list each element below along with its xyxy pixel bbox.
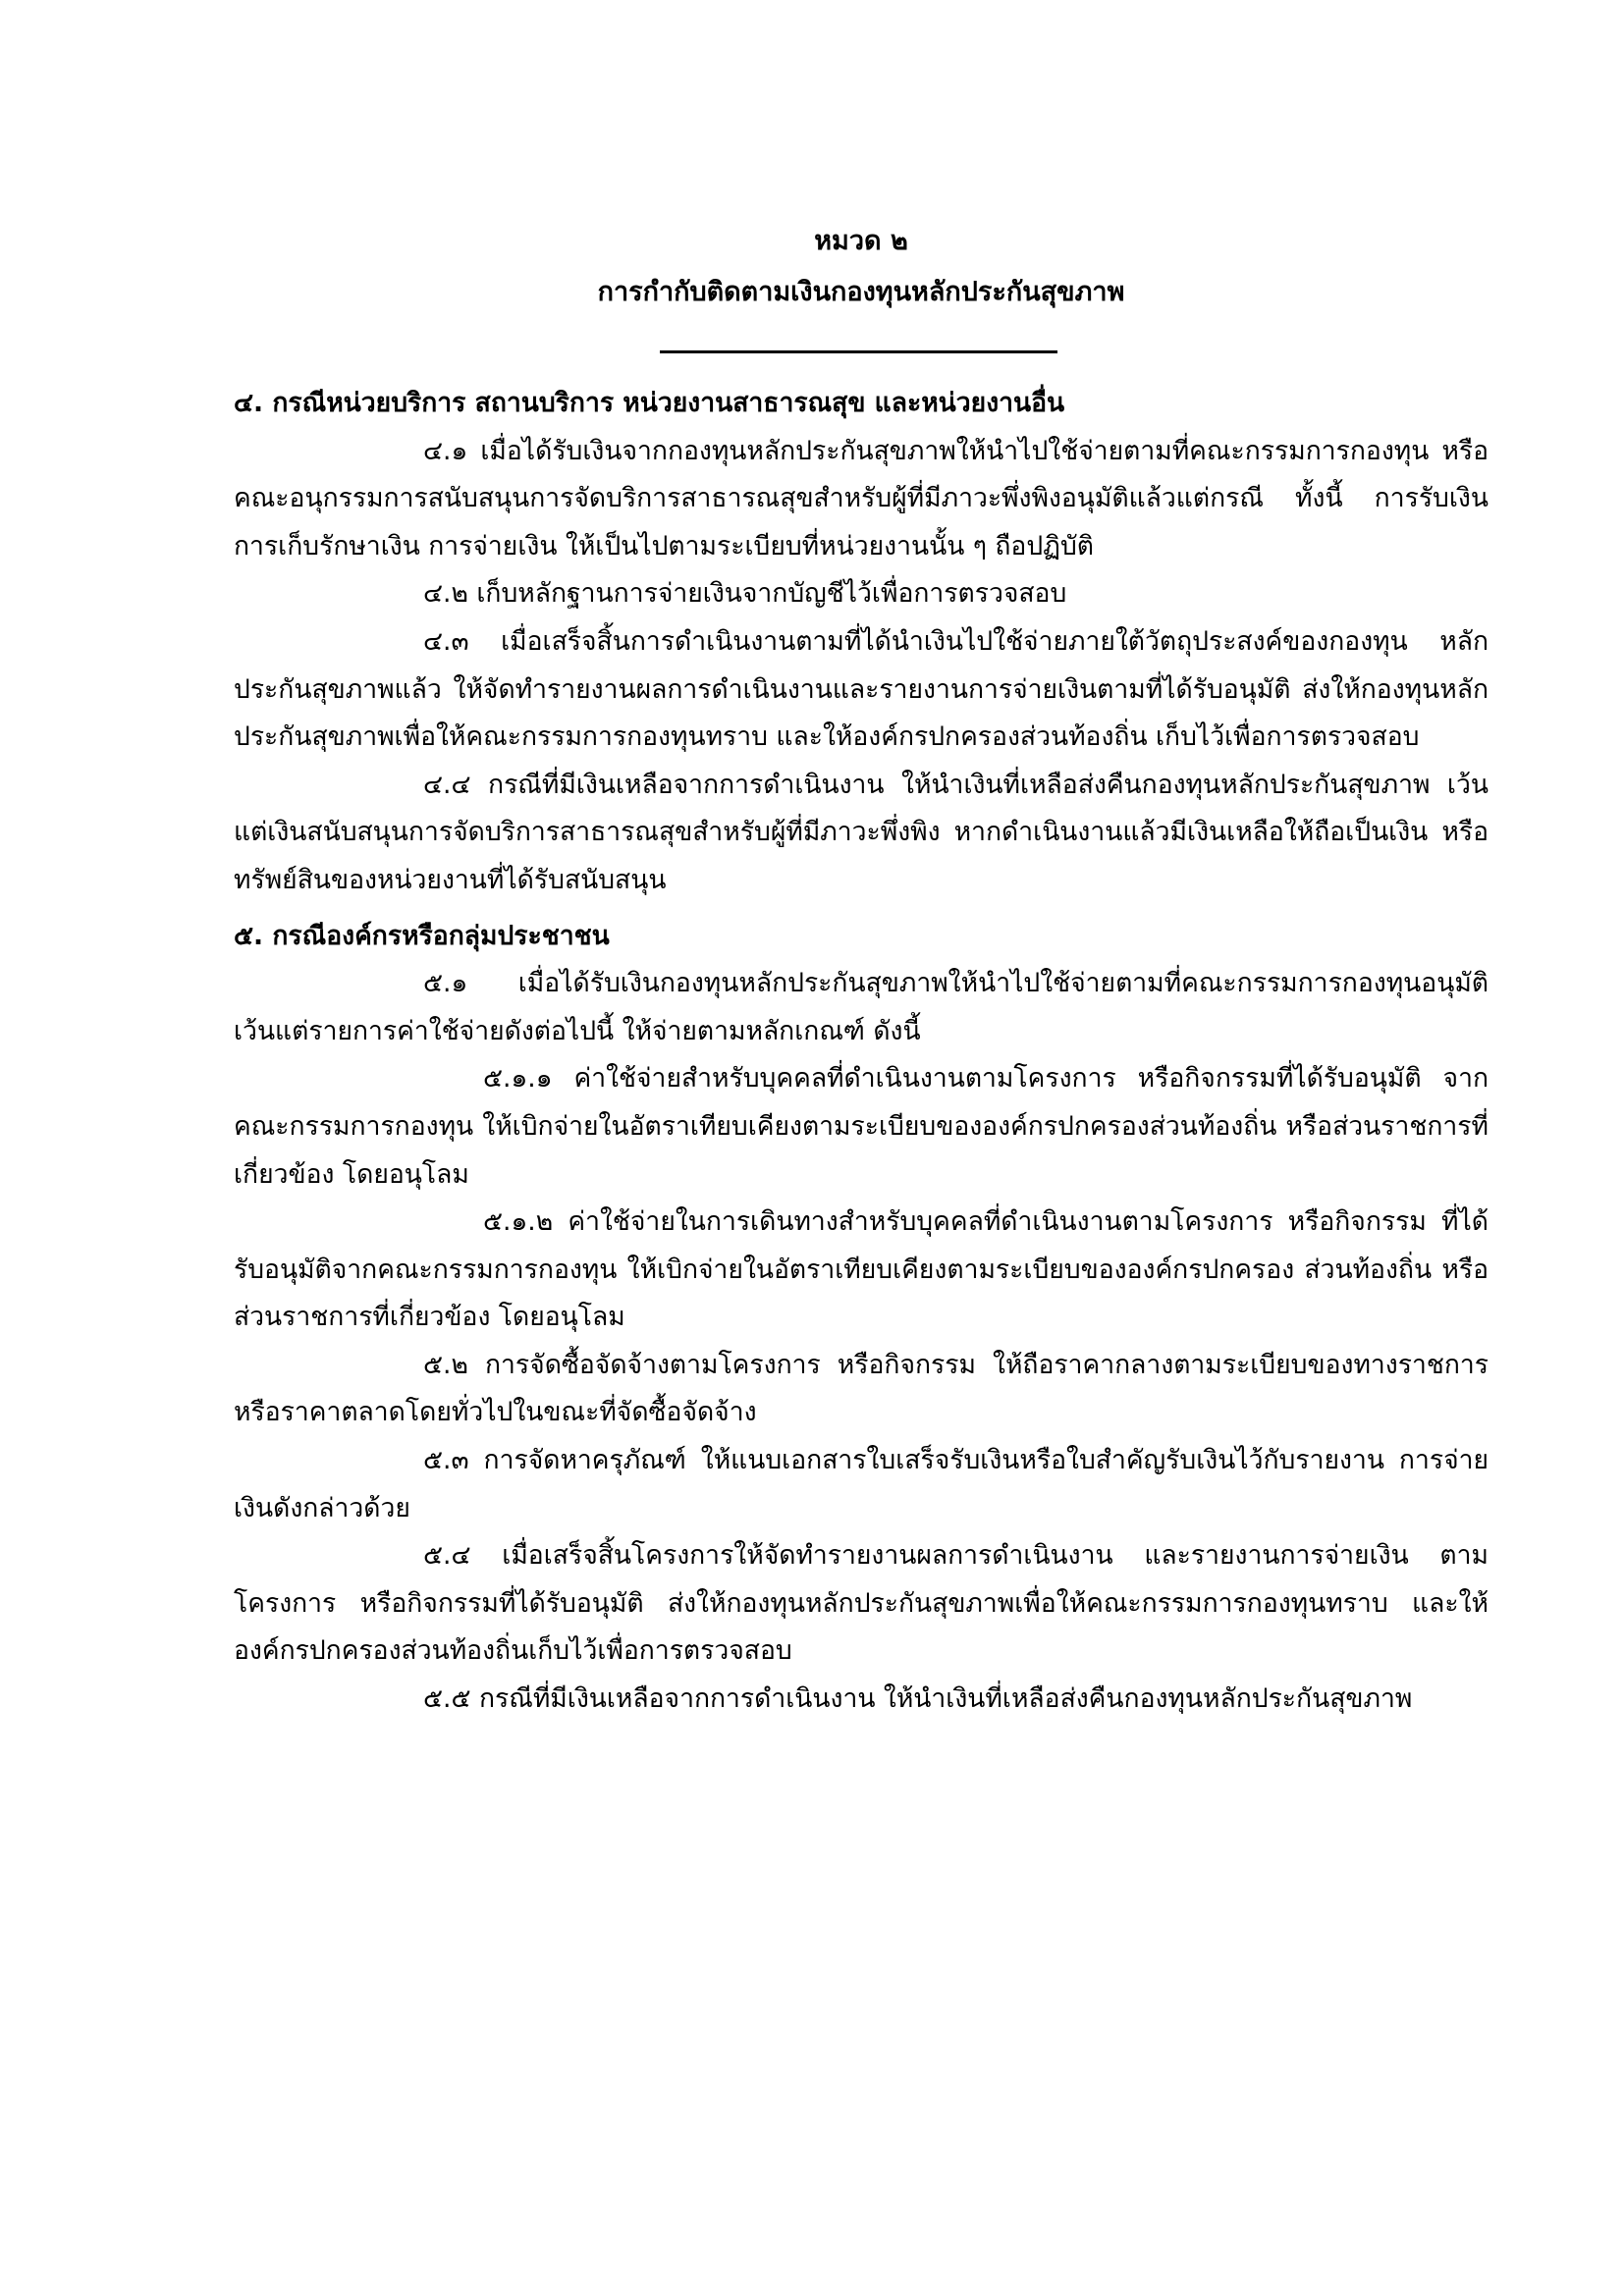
chapter-title: การกำกับติดตามเงินกองทุนหลักประกันสุขภาพ	[597, 277, 1125, 307]
paragraph-5-5: ๕.๕ กรณีที่มีเงินเหลือจากการดำเนินงาน ให้นำเงินที่เหลือส่งคืนกองทุนหลักประกันสุขภาพ	[423, 1683, 1413, 1715]
paragraph-4-3: ๔.๓ เมื่อเสร็จสิ้นการดำเนินงานตามที่ได้นำเงินไปใช้จ่ายภายใต้วัตถุประสงค์ของกองทุน หลักประกันสุขภาพแล้ว ให้จัดทำรายงานผลการดำเนินงานและรายงานการจ่ายเงินตามที่ได้รับอนุมัติ ส่งให้กองทุนหลักประกันสุขภาพเพื่อให้คณะกรรมการกองทุนทราบ และให้องค์กรปกครองส่วนท้องถิ่น เก็บไว้เพื่อการตรวจสอบ	[234, 625, 1489, 753]
paragraph-4-1: ๔.๑ เมื่อได้รับเงินจากกองทุนหลักประกันสุขภาพให้นำไปใช้จ่ายตามที่คณะกรรมการกองทุน หรือคณะอนุกรรมการสนับสนุนการจัดบริการสาธารณสุขสำหรับผู้ที่มีภาวะพึ่งพิงอนุมัติแล้วแต่กรณี ทั้งนี้ การรับเงิน การเก็บรักษาเงิน การจ่ายเงิน ให้เป็นไปตามระเบียบที่หน่วยงานนั้น ๆ ถือปฏิบัติ	[234, 435, 1489, 561]
paragraph-4-4: ๔.๔ กรณีที่มีเงินเหลือจากการดำเนินงาน ให้นำเงินที่เหลือส่งคืนกองทุนหลักประกันสุขภาพ เว้นแต่เงินสนับสนุนการจัดบริการสาธารณสุขสำหรับผู้ที่มีภาวะพึ่งพิง หากดำเนินงานแล้วมีเงินเหลือให้ถือเป็นเงิน หรือทรัพย์สินของหน่วยงานที่ได้รับสนับสนุน	[234, 769, 1489, 895]
chapter-number: หมวด ๒	[814, 226, 908, 256]
paragraph-5-2: ๕.๒ การจัดซื้อจัดจ้างตามโครงการ หรือกิจกรรม ให้ถือราคากลางตามระเบียบของทางราชการ หรือราคาตลาดโดยทั่วไปในขณะที่จัดซื้อจัดจ้าง	[234, 1349, 1489, 1428]
paragraph-5-4: ๕.๔ เมื่อเสร็จสิ้นโครงการให้จัดทำรายงานผลการดำเนินงาน และรายงานการจ่ายเงิน ตามโครงการ หรือกิจกรรมที่ได้รับอนุมัติ ส่งให้กองทุนหลักประกันสุขภาพเพื่อให้คณะกรรมการกองทุนทราบ และให้องค์กรปกครองส่วนท้องถิ่นเก็บไว้เพื่อการตรวจสอบ	[234, 1540, 1489, 1667]
paragraph-5-1-2: ๕.๑.๒ ค่าใช้จ่ายในการเดินทางสำหรับบุคคลที่ดำเนินงานตามโครงการ หรือกิจกรรม ที่ได้รับอนุมัติจากคณะกรรมการกองทุน ให้เบิกจ่ายในอัตราเทียบเคียงตามระเบียบขององค์กรปกครอง ส่วนท้องถิ่น หรือส่วนราชการที่เกี่ยวข้อง โดยอนุโลม	[234, 1206, 1489, 1333]
section-4-heading: ๔. กรณีหน่วยบริการ สถานบริการ หน่วยงานสาธารณสุข และหน่วยงานอื่น	[234, 388, 1065, 418]
section-5-heading: ๕. กรณีองค์กรหรือกลุ่มประชาชน	[234, 920, 610, 951]
paragraph-5-3: ๕.๓ การจัดหาครุภัณฑ์ ให้แนบเอกสารใบเสร็จรับเงินหรือใบสำคัญรับเงินไว้กับรายงาน การจ่ายเงินดังกล่าวด้วย	[234, 1445, 1489, 1523]
paragraph-5-1: ๕.๑ เมื่อได้รับเงินกองทุนหลักประกันสุขภาพให้นำไปใช้จ่ายตามที่คณะกรรมการกองทุนอนุมัติ เว้นแต่รายการค่าใช้จ่ายดังต่อไปนี้ ให้จ่ายตามหลักเกณฑ์ ดังนี้	[234, 968, 1489, 1046]
document-body	[234, 380, 1489, 1724]
paragraph-5-1-1: ๕.๑.๑ ค่าใช้จ่ายสำหรับบุคคลที่ดำเนินงานตามโครงการ หรือกิจกรรมที่ได้รับอนุมัติ จากคณะกรรมการกองทุน ให้เบิกจ่ายในอัตราเทียบเคียงตามระเบียบขององค์กรปกครองส่วนท้องถิ่น หรือส่วนราชการที่เกี่ยวข้อง โดยอนุโลม	[234, 1063, 1489, 1190]
paragraph-4-2: ๔.๒ เก็บหลักฐานการจ่ายเงินจากบัญชีไว้เพื่อการตรวจสอบ	[423, 578, 1067, 610]
title-divider	[660, 350, 1057, 353]
